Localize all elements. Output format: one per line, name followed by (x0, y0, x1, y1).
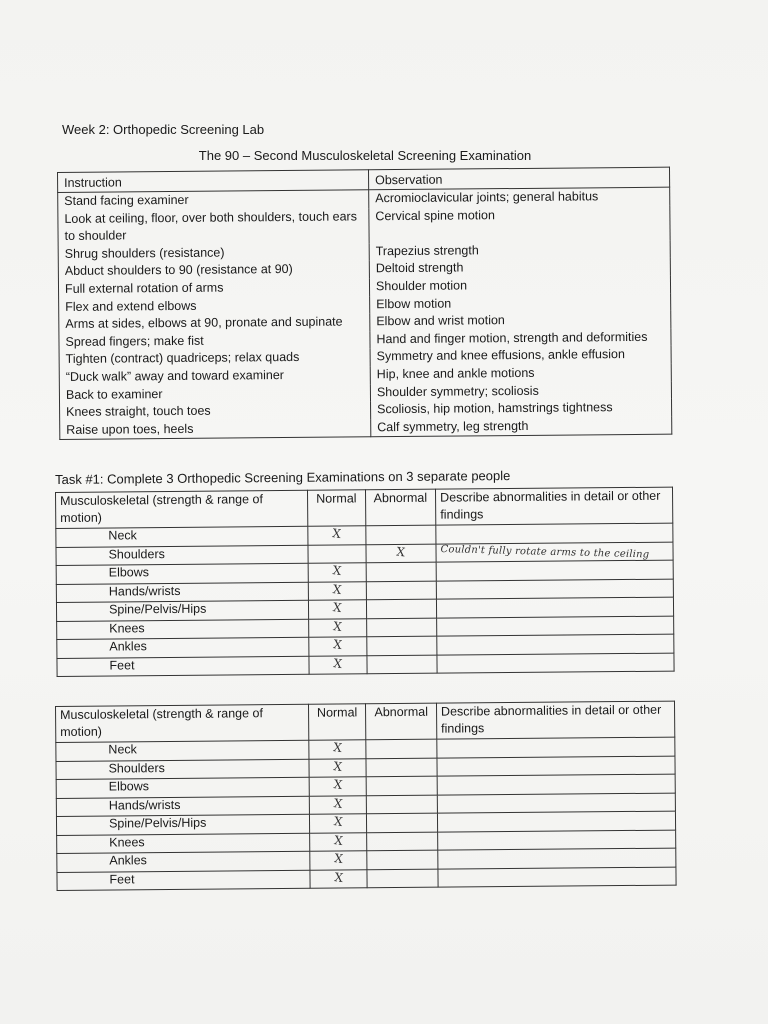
body-part-label: Hands/wrists (56, 796, 309, 817)
body-part-label: Shoulders (56, 759, 309, 780)
abnormal-cell[interactable] (367, 832, 438, 851)
exam-row (57, 867, 676, 891)
abnormal-cell[interactable] (366, 581, 437, 600)
normal-cell[interactable] (308, 526, 366, 545)
normal-cell[interactable] (309, 814, 367, 833)
observation-cell: Symmetry and knee effusions, ankle effusion (370, 346, 671, 366)
instruction-cell: Spread fingers; make fist (59, 331, 370, 351)
findings-cell[interactable] (437, 811, 675, 832)
abnormal-cell[interactable] (366, 599, 437, 618)
findings-cell[interactable] (436, 579, 673, 600)
body-part-label: Ankles (57, 637, 309, 658)
exam-title: The 90 – Second Musculoskeletal Screening Examination (198, 148, 532, 163)
normal-mark: X (331, 526, 342, 542)
instruction-cell: Raise upon toes, heels (60, 419, 371, 440)
findings-cell[interactable] (437, 774, 675, 795)
normal-mark: X (332, 581, 343, 597)
exam-header-row (56, 701, 675, 742)
abnormal-cell[interactable] (366, 758, 437, 777)
normal-mark: X (332, 618, 343, 634)
abnormal-cell[interactable] (367, 813, 438, 832)
observation-cell: Shoulder symmetry; scoliosis (370, 381, 671, 401)
abnormal-cell[interactable] (365, 525, 436, 544)
normal-mark: X (333, 851, 344, 867)
findings-cell[interactable] (437, 793, 675, 814)
observation-cell: Trapezius strength (369, 240, 670, 260)
normal-cell[interactable] (309, 740, 367, 759)
normal-cell[interactable] (309, 618, 367, 637)
body-part-label: Spine/Pelvis/Hips (56, 600, 308, 621)
findings-cell[interactable] (436, 542, 673, 563)
instruction-cell: Stand facing examiner (58, 190, 369, 211)
findings-cell[interactable] (437, 634, 674, 655)
findings-cell[interactable] (436, 523, 673, 544)
body-part-label: Knees (57, 619, 309, 640)
instruction-cell: Tighten (contract) quadriceps; relax quads (59, 349, 370, 369)
normal-mark: X (332, 600, 343, 616)
body-part-label: Elbows (56, 563, 308, 584)
normal-cell[interactable] (309, 637, 367, 656)
body-part-label: Neck (56, 526, 308, 547)
category-header: Musculoskeletal (strength & range of motion) (56, 704, 309, 742)
screening-row (58, 205, 670, 246)
normal-mark: X (332, 777, 343, 793)
observation-cell: Hand and finger motion, strength and deformities (370, 328, 671, 348)
abnormal-cell[interactable] (366, 544, 437, 563)
normal-cell[interactable] (309, 832, 367, 851)
abnormal-header: Abnormal (366, 703, 437, 740)
abnormal-cell[interactable] (366, 618, 437, 637)
exam-table-2 (55, 701, 677, 891)
instruction-cell: Flex and extend elbows (59, 296, 370, 316)
observation-cell: Deltoid strength (369, 258, 670, 278)
abnormal-cell[interactable] (366, 562, 437, 581)
normal-mark: X (332, 795, 344, 811)
body-part-label: Elbows (56, 777, 309, 798)
normal-cell[interactable] (309, 600, 367, 619)
normal-mark: X (332, 758, 343, 774)
findings-cell[interactable] (436, 560, 673, 581)
normal-header: Normal (308, 490, 366, 527)
observation-cell: Shoulder motion (369, 276, 670, 296)
normal-cell[interactable] (309, 795, 367, 814)
exam-row (57, 653, 674, 677)
findings-cell[interactable] (437, 616, 674, 637)
normal-cell[interactable] (308, 581, 366, 600)
describe-header: Describe abnormalities in detail or other findings (436, 487, 673, 525)
abnormal-cell[interactable] (366, 776, 437, 795)
instruction-cell: Arms at sides, elbows at 90, pronate and supinate (59, 313, 370, 333)
body-part-label: Feet (57, 656, 309, 677)
instruction-cell: Knees straight, touch toes (60, 401, 371, 421)
exam-table-1 (55, 487, 675, 677)
observation-cell: Elbow motion (370, 293, 671, 313)
observation-cell: Elbow and wrist motion (370, 311, 671, 331)
normal-cell[interactable] (309, 777, 367, 796)
instruction-cell: Full external rotation of arms (58, 278, 369, 298)
body-part-label: Shoulders (56, 545, 308, 566)
task-title: Task #1: Complete 3 Orthopedic Screening Examinations on 3 separate people (55, 468, 511, 487)
observation-cell: Calf symmetry, leg strength (371, 416, 672, 437)
describe-header: Describe abnormalities in detail or other findings (436, 701, 674, 739)
abnormal-cell[interactable] (367, 795, 438, 814)
week-title: Week 2: Orthopedic Screening Lab (62, 122, 265, 137)
observation-header: Observation (368, 167, 669, 190)
normal-mark: X (332, 814, 344, 830)
screening-instruction-table (57, 167, 672, 441)
observation-cell: Acromioclavicular joints; general habitus (369, 187, 670, 208)
instruction-cell: Look at ceiling, floor, over both shoulders, touch ears to shoulder (58, 208, 369, 246)
instruction-cell: Abduct shoulders to 90 (resistance at 90) (58, 261, 369, 281)
body-part-label: Ankles (57, 851, 310, 872)
abnormal-header: Abnormal (365, 489, 436, 526)
observation-cell: Hip, knee and ankle motions (370, 364, 671, 384)
normal-mark: X (332, 637, 343, 653)
screening-instruction-body (58, 187, 672, 440)
abnormal-cell[interactable] (367, 850, 438, 869)
exam-header-row (56, 487, 673, 528)
abnormal-cell[interactable] (366, 655, 437, 674)
body-part-label: Feet (57, 870, 310, 891)
findings-cell[interactable] (437, 653, 674, 674)
normal-mark: X (331, 563, 343, 579)
normal-cell[interactable] (308, 544, 366, 563)
findings-cell[interactable] (437, 597, 674, 618)
normal-cell[interactable] (309, 655, 367, 674)
normal-mark: X (333, 869, 344, 885)
abnormal-cell[interactable] (367, 869, 438, 888)
findings-cell[interactable] (438, 830, 676, 851)
findings-cell[interactable] (437, 756, 675, 777)
body-part-label: Spine/Pelvis/Hips (56, 814, 309, 835)
normal-cell[interactable] (310, 851, 368, 870)
abnormal-mark: X (395, 543, 407, 559)
body-part-label: Knees (57, 833, 310, 854)
findings-cell[interactable] (438, 867, 676, 888)
normal-cell[interactable] (308, 563, 366, 582)
abnormal-cell[interactable] (366, 636, 437, 655)
abnormal-cell[interactable] (366, 739, 437, 758)
category-header: Musculoskeletal (strength & range of motion) (56, 490, 308, 528)
instruction-cell: “Duck walk” away and toward examiner (59, 366, 370, 386)
findings-cell[interactable] (437, 737, 675, 758)
instruction-cell: Shrug shoulders (resistance) (58, 243, 369, 263)
observation-cell: Cervical spine motion (369, 205, 670, 243)
normal-mark: X (332, 655, 343, 671)
body-part-label: Hands/wrists (56, 582, 308, 603)
instruction-header: Instruction (58, 170, 369, 193)
observation-cell: Scoliosis, hip motion, hamstrings tightness (371, 399, 672, 419)
normal-cell[interactable] (309, 758, 367, 777)
normal-mark: X (333, 832, 344, 848)
normal-mark: X (332, 740, 343, 756)
normal-header: Normal (308, 704, 366, 741)
findings-cell[interactable] (438, 848, 676, 869)
findings-note: Couldn't fully rotate arms to the ceiling (440, 543, 650, 560)
normal-cell[interactable] (310, 869, 368, 888)
instruction-cell: Back to examiner (59, 384, 370, 404)
body-part-label: Neck (56, 740, 309, 761)
